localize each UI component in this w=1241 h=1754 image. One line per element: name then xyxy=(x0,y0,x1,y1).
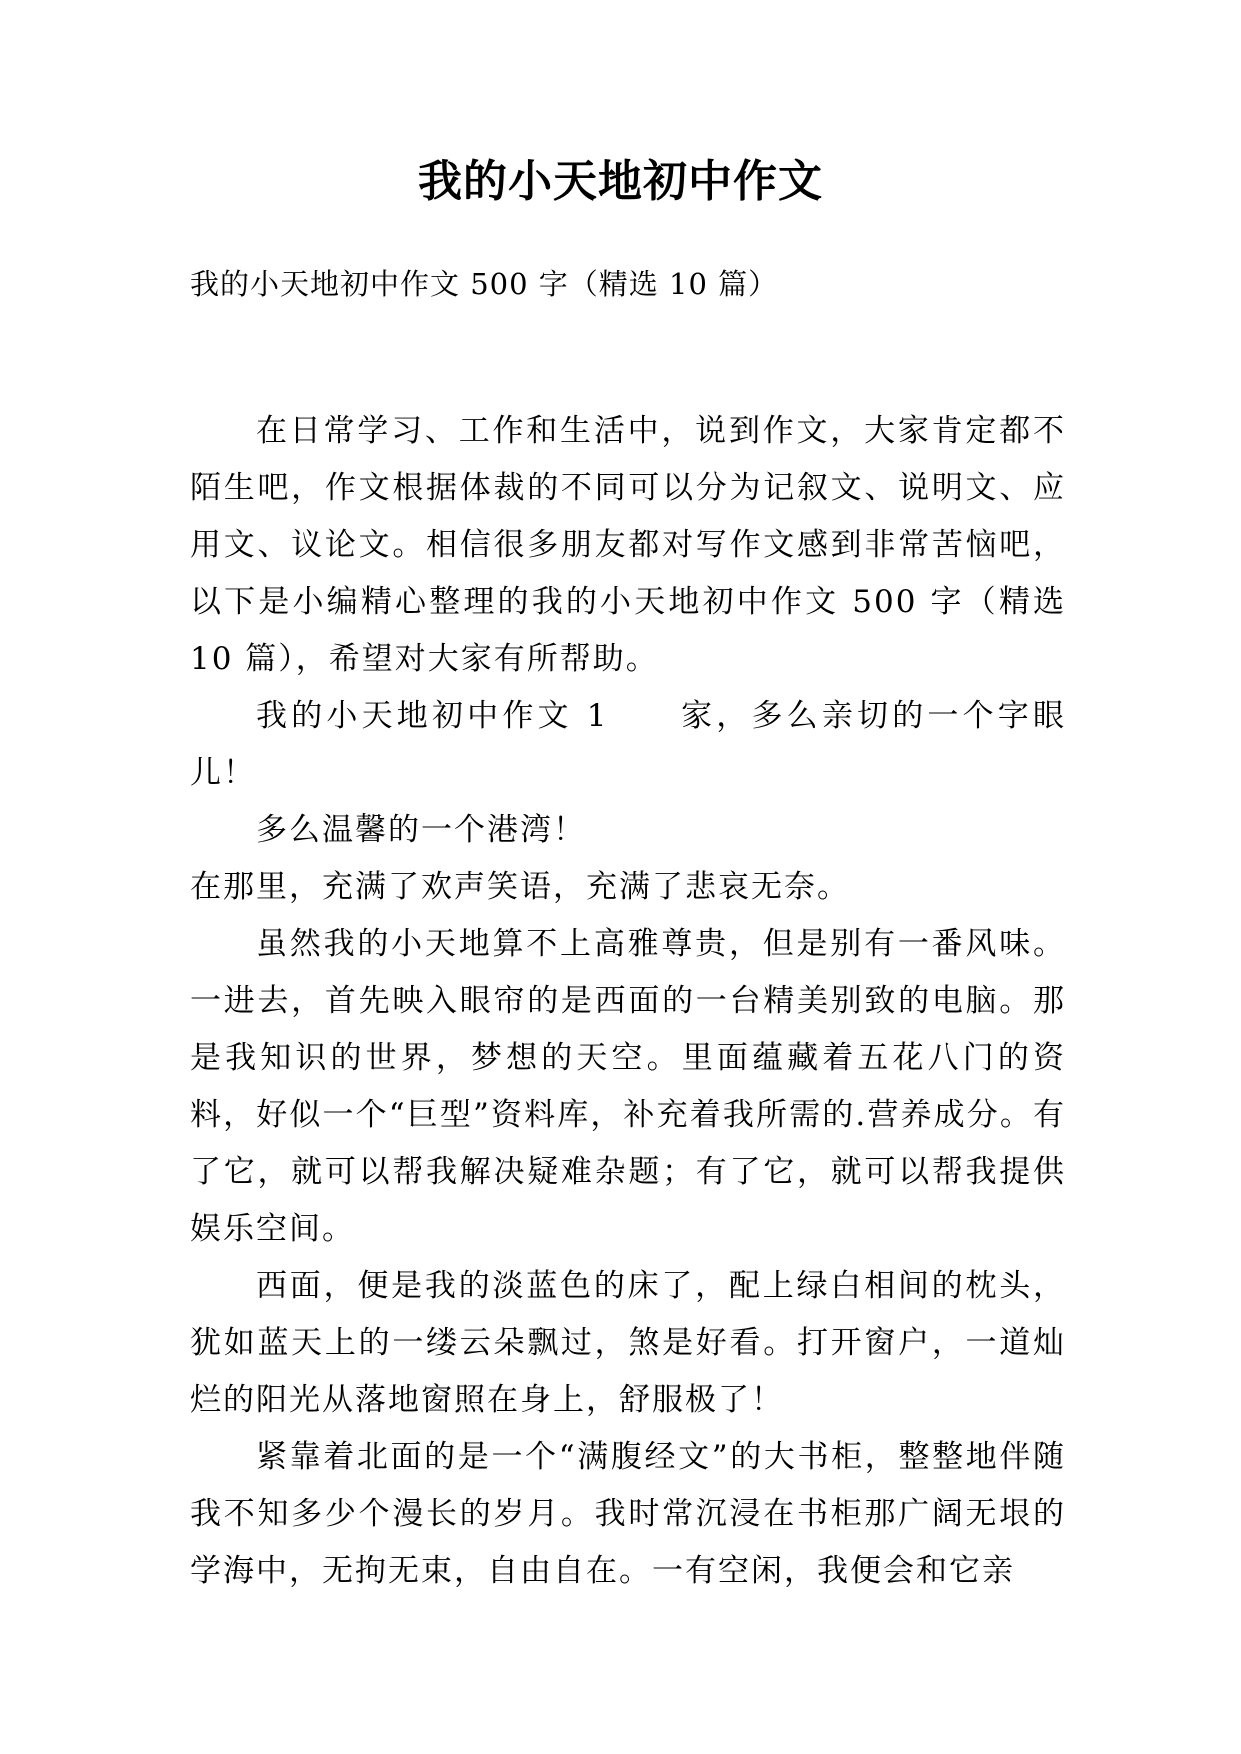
paragraph-harbor: 多么温馨的一个港湾！ xyxy=(256,812,586,848)
document-body xyxy=(190,403,1066,1600)
paragraph-bed: 西面，便是我的淡蓝色的床了，配上绿白相间的枕头，犹如蓝天上的一缕云朵飘过，煞是好看。打开窗户，一道灿烂的阳光从落地窗照在身上，舒服极了！ xyxy=(190,1268,1066,1418)
document-subtitle: 我的小天地初中作文 500 字（精选 10 篇） xyxy=(190,267,779,301)
paragraph-computer: 虽然我的小天地算不上高雅尊贵，但是别有一番风味。一进去，首先映入眼帘的是西面的一台精美别致的电脑。那是我知识的世界，梦想的天空。里面蕴藏着五花八门的资料，好似一个“巨型”资料库，补充着我所需的.营养成分。有了它，就可以帮我解决疑难杂题；有了它，就可以帮我提供娱乐空间。 xyxy=(190,926,1066,1247)
paragraph-laughter: 在那里，充满了欢声笑语，充满了悲哀无奈。 xyxy=(190,869,850,905)
document-title: 我的小天地初中作文 xyxy=(418,156,823,207)
paragraph-bookcase: 紧靠着北面的是一个“满腹经文”的大书柜，整整地伴随我不知多少个漫长的岁月。我时常沉浸在书柜那广阔无垠的学海中，无拘无束，自由自在。一有空闲，我便会和它亲 xyxy=(190,1439,1066,1589)
paragraph-essay-heading: 我的小天地初中作文 1 家，多么亲切的一个字眼儿！ xyxy=(190,698,1066,791)
paragraph-intro: 在日常学习、工作和生活中，说到作文，大家肯定都不陌生吧，作文根据体裁的不同可以分为记叙文、说明文、应用文、议论文。相信很多朋友都对写作文感到非常苦恼吧，以下是小编精心整理的我的小天地初中作文 500 字（精选 10 篇），希望对大家有所帮助。 xyxy=(190,413,1066,677)
